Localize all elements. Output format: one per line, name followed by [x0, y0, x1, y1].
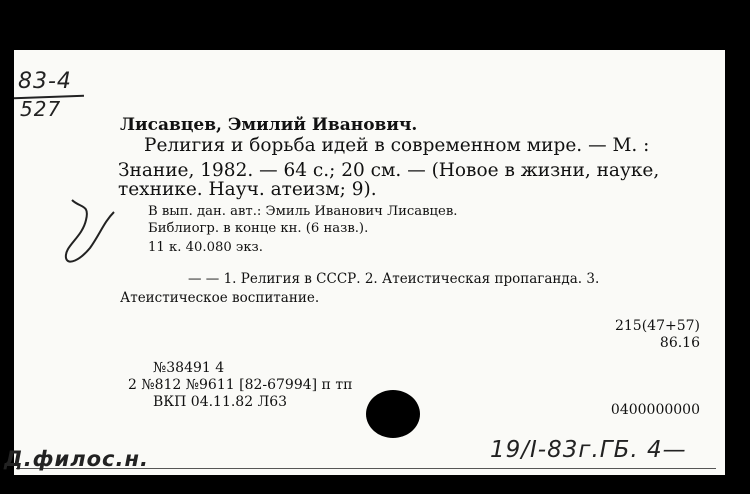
classification-code-2: 86.16 [659, 335, 700, 351]
note-bibliography: Библиогр. в конце кн. (6 назв.). [148, 221, 369, 236]
print-info-1: №38491 4 [153, 360, 225, 376]
note-author: В вып. дан. авт.: Эмиль Иванович Лисавцев. [148, 204, 458, 219]
classification-code-1: 215(47+57) [614, 318, 700, 334]
punch-hole [366, 390, 420, 438]
card-code: 0400000000 [610, 402, 700, 418]
title-line-1: Религия и борьба идей в современном мире. — М. : [144, 135, 650, 156]
author-heading: Лисавцев, Эмилий Иванович. [120, 115, 418, 135]
subject-line-1: — — 1. Религия в СССР. 2. Атеистическая пропаганда. 3. [188, 271, 600, 287]
call-number-top: 83-4 [18, 69, 72, 94]
title-line-2: Знание, 1982. — 64 с.; 20 см. — (Новое в жизни, науке, [118, 160, 660, 181]
call-number-bottom: 527 [20, 97, 62, 121]
subject-line-2: Атеистическое воспитание. [120, 290, 320, 306]
print-info-3: ВКП 04.11.82 Л63 [153, 394, 288, 410]
scribble-mark [60, 198, 120, 268]
title-line-3: технике. Науч. атеизм; 9). [118, 179, 377, 200]
print-info-2: 2 №812 №9611 [82-67994] п тп [128, 377, 353, 393]
handwritten-degree: Д.филос.н. [4, 447, 149, 471]
note-price-copies: 11 к. 40.080 экз. [148, 240, 263, 255]
handwritten-date: 19/I-83г.ГБ. 4— [490, 437, 687, 463]
